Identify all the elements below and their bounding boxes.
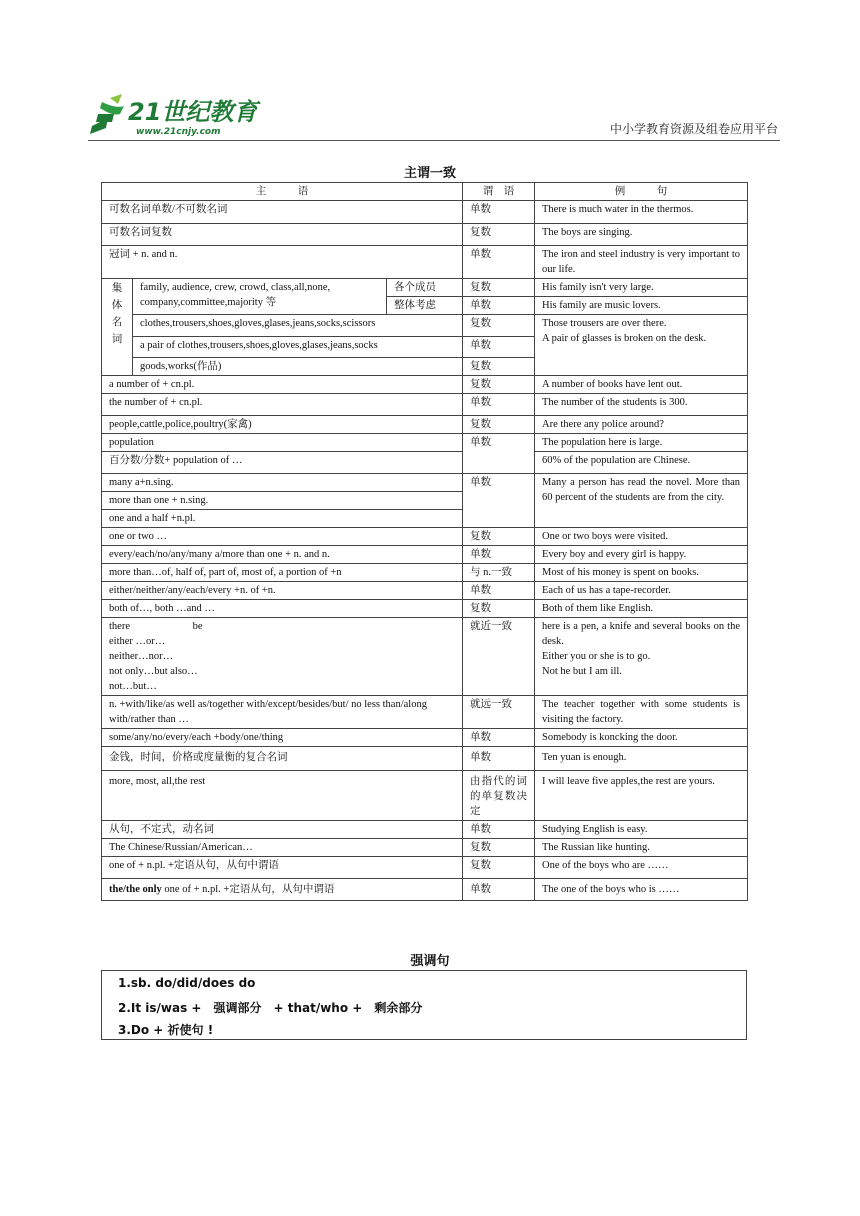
logo-url: www.21cnjy.com bbox=[136, 127, 221, 137]
header-subject: 主 语 bbox=[102, 183, 463, 201]
predicate-cell: 单数 bbox=[463, 546, 535, 564]
subject-cell: 可数名词复数 bbox=[102, 224, 463, 246]
predicate-cell: 单数 bbox=[463, 337, 535, 358]
agreement-table bbox=[101, 182, 748, 901]
table-row bbox=[102, 564, 748, 582]
subject-cell: there be either …or… neither…nor… not only…but also… not…but… bbox=[102, 618, 463, 696]
example-cell: here is a pen, a knife and several books on the desk. Either you or she is to go. Not he but I am ill. bbox=[535, 618, 748, 696]
table-row bbox=[102, 879, 748, 901]
example-cell: The population here is large. bbox=[535, 434, 748, 452]
subject-cell: 百分数/分数+ population of … bbox=[102, 452, 463, 474]
table-row bbox=[102, 416, 748, 434]
example-cell: The iron and steel industry is very important to our life. bbox=[535, 246, 748, 279]
header-example: 例 句 bbox=[535, 183, 748, 201]
table-row bbox=[102, 315, 748, 337]
subject-cell: a number of + cn.pl. bbox=[102, 376, 463, 394]
collective-label: 集 体 名 词 bbox=[102, 279, 133, 376]
predicate-cell: 复数 bbox=[463, 315, 535, 337]
predicate-cell: 复数 bbox=[463, 416, 535, 434]
logo-text: 21世纪教育 bbox=[128, 98, 258, 126]
table-row bbox=[102, 600, 748, 618]
table-row bbox=[102, 474, 748, 492]
predicate-cell: 复数 bbox=[463, 358, 535, 376]
table-row bbox=[102, 696, 748, 729]
table-row bbox=[102, 857, 748, 879]
subject-cell: 从句，不定式，动名词 bbox=[102, 821, 463, 839]
logo-21cnjy bbox=[88, 92, 288, 138]
predicate-cell: 单数 bbox=[463, 297, 535, 315]
table-row bbox=[102, 821, 748, 839]
subject-cell: either/neither/any/each/every +n. of +n. bbox=[102, 582, 463, 600]
subject-cell: one and a half +n.pl. bbox=[102, 510, 463, 528]
predicate-cell: 单数 bbox=[463, 394, 535, 416]
table-row bbox=[102, 839, 748, 857]
predicate-cell: 复数 bbox=[463, 279, 535, 297]
predicate-cell: 单数 bbox=[463, 747, 535, 771]
predicate-cell: 单数 bbox=[463, 246, 535, 279]
example-cell: I will leave five apples,the rest are yours. bbox=[535, 771, 748, 821]
predicate-cell: 复数 bbox=[463, 528, 535, 546]
subject-cell: population bbox=[102, 434, 463, 452]
example-cell: The boys are singing. bbox=[535, 224, 748, 246]
platform-name: 中小学教育资源及组卷应用平台 bbox=[609, 122, 778, 136]
example-cell: Most of his money is spent on books. bbox=[535, 564, 748, 582]
table-header-row bbox=[102, 183, 748, 201]
example-cell: Somebody is koncking the door. bbox=[535, 729, 748, 747]
subject-cell: clothes,trousers,shoes,gloves,glases,jeans,socks,scissors bbox=[133, 315, 463, 337]
predicate-cell: 单数 bbox=[463, 879, 535, 901]
table-row bbox=[102, 201, 748, 224]
example-cell: The one of the boys who is …… bbox=[535, 879, 748, 901]
example-cell: There is much water in the thermos. bbox=[535, 201, 748, 224]
subject-cell: many a+n.sing. bbox=[102, 474, 463, 492]
example-cell: Ten yuan is enough. bbox=[535, 747, 748, 771]
emphasis-line-2: 2.It is/was + 强调部分 + that/who + 剩余部分 bbox=[118, 1001, 423, 1015]
subject-cell: family, audience, crew, crowd, class,all,none, company,committee,majority 等 bbox=[133, 279, 387, 315]
example-cell: One or two boys were visited. bbox=[535, 528, 748, 546]
table-row bbox=[102, 452, 748, 474]
table-row bbox=[102, 528, 748, 546]
emphasis-line-1: 1.sb. do/did/does do bbox=[118, 976, 256, 990]
table-row bbox=[102, 546, 748, 564]
table-row bbox=[102, 771, 748, 821]
table-row bbox=[102, 729, 748, 747]
predicate-cell: 复数 bbox=[463, 224, 535, 246]
subject-cell: both of…, both …and … bbox=[102, 600, 463, 618]
section-title-emphasis: 强调句 bbox=[410, 954, 450, 969]
subject-subcell: 整体考虑 bbox=[387, 297, 463, 315]
example-cell: The Russian like hunting. bbox=[535, 839, 748, 857]
subject-cell: 可数名词单数/不可数名词 bbox=[102, 201, 463, 224]
subject-cell: people,cattle,police,poultry(家禽) bbox=[102, 416, 463, 434]
example-cell: His family are music lovers. bbox=[535, 297, 748, 315]
example-cell: One of the boys who are …… bbox=[535, 857, 748, 879]
subject-cell: the/the only one of + n.pl. +定语从句，从句中谓语 bbox=[102, 879, 463, 901]
table-row bbox=[102, 747, 748, 771]
table-row bbox=[102, 224, 748, 246]
section-title-agreement: 主谓一致 bbox=[403, 166, 456, 181]
subject-cell: The Chinese/Russian/American… bbox=[102, 839, 463, 857]
predicate-cell: 单数 bbox=[463, 201, 535, 224]
subject-cell: 金钱，时间，价格或度量衡的复合名词 bbox=[102, 747, 463, 771]
table-row bbox=[102, 394, 748, 416]
example-cell: His family isn't very large. bbox=[535, 279, 748, 297]
subject-cell: one of + n.pl. +定语从句，从句中谓语 bbox=[102, 857, 463, 879]
subject-cell: every/each/no/any/many a/more than one + n. and n. bbox=[102, 546, 463, 564]
example-cell: A number of books have lent out. bbox=[535, 376, 748, 394]
subject-cell: a pair of clothes,trousers,shoes,gloves,glases,jeans,socks bbox=[133, 337, 463, 358]
predicate-cell: 单数 bbox=[463, 582, 535, 600]
table-row bbox=[102, 434, 748, 452]
example-cell: Each of us has a tape-recorder. bbox=[535, 582, 748, 600]
subject-subcell: 各个成员 bbox=[387, 279, 463, 297]
table-row bbox=[102, 618, 748, 696]
predicate-cell: 单数 bbox=[463, 474, 535, 528]
table-row bbox=[102, 376, 748, 394]
subject-cell: 冠词 + n. and n. bbox=[102, 246, 463, 279]
emphasis-box bbox=[101, 970, 747, 1040]
predicate-cell: 复数 bbox=[463, 600, 535, 618]
predicate-cell: 由指代的词的单复数决定 bbox=[463, 771, 535, 821]
example-cell: Are there any police around? bbox=[535, 416, 748, 434]
predicate-cell: 就近一致 bbox=[463, 618, 535, 696]
table-row bbox=[102, 246, 748, 279]
page-header bbox=[88, 92, 780, 141]
example-cell: Studying English is easy. bbox=[535, 821, 748, 839]
subject-cell: more than…of, half of, part of, most of, a portion of +n bbox=[102, 564, 463, 582]
header-predicate: 谓 语 bbox=[463, 183, 535, 201]
subject-cell: one or two … bbox=[102, 528, 463, 546]
subject-cell: some/any/no/every/each +body/one/thing bbox=[102, 729, 463, 747]
example-cell: The number of the students is 300. bbox=[535, 394, 748, 416]
subject-cell: more, most, all,the rest bbox=[102, 771, 463, 821]
subject-cell: more than one + n.sing. bbox=[102, 492, 463, 510]
subject-cell: n. +with/like/as well as/together with/except/besides/but/ no less than/along with/rather than … bbox=[102, 696, 463, 729]
example-cell: Every boy and every girl is happy. bbox=[535, 546, 748, 564]
predicate-cell: 单数 bbox=[463, 434, 535, 474]
predicate-cell: 单数 bbox=[463, 729, 535, 747]
example-cell: Those trousers are over there. A pair of glasses is broken on the desk. bbox=[535, 315, 748, 376]
predicate-cell: 复数 bbox=[463, 839, 535, 857]
predicate-cell: 与 n.一致 bbox=[463, 564, 535, 582]
subject-cell: the number of + cn.pl. bbox=[102, 394, 463, 416]
table-row bbox=[102, 279, 748, 297]
example-cell: 60% of the population are Chinese. bbox=[535, 452, 748, 474]
predicate-cell: 就远一致 bbox=[463, 696, 535, 729]
table-row bbox=[102, 582, 748, 600]
subject-cell: goods,works(作品) bbox=[133, 358, 463, 376]
predicate-cell: 复数 bbox=[463, 376, 535, 394]
emphasis-line-3: 3.Do + 祈使句 ! bbox=[118, 1023, 214, 1037]
example-cell: Many a person has read the novel. More than 60 percent of the students are from the city. bbox=[535, 474, 748, 528]
predicate-cell: 复数 bbox=[463, 857, 535, 879]
example-cell: The teacher together with some students is visiting the factory. bbox=[535, 696, 748, 729]
example-cell: Both of them like English. bbox=[535, 600, 748, 618]
predicate-cell: 单数 bbox=[463, 821, 535, 839]
